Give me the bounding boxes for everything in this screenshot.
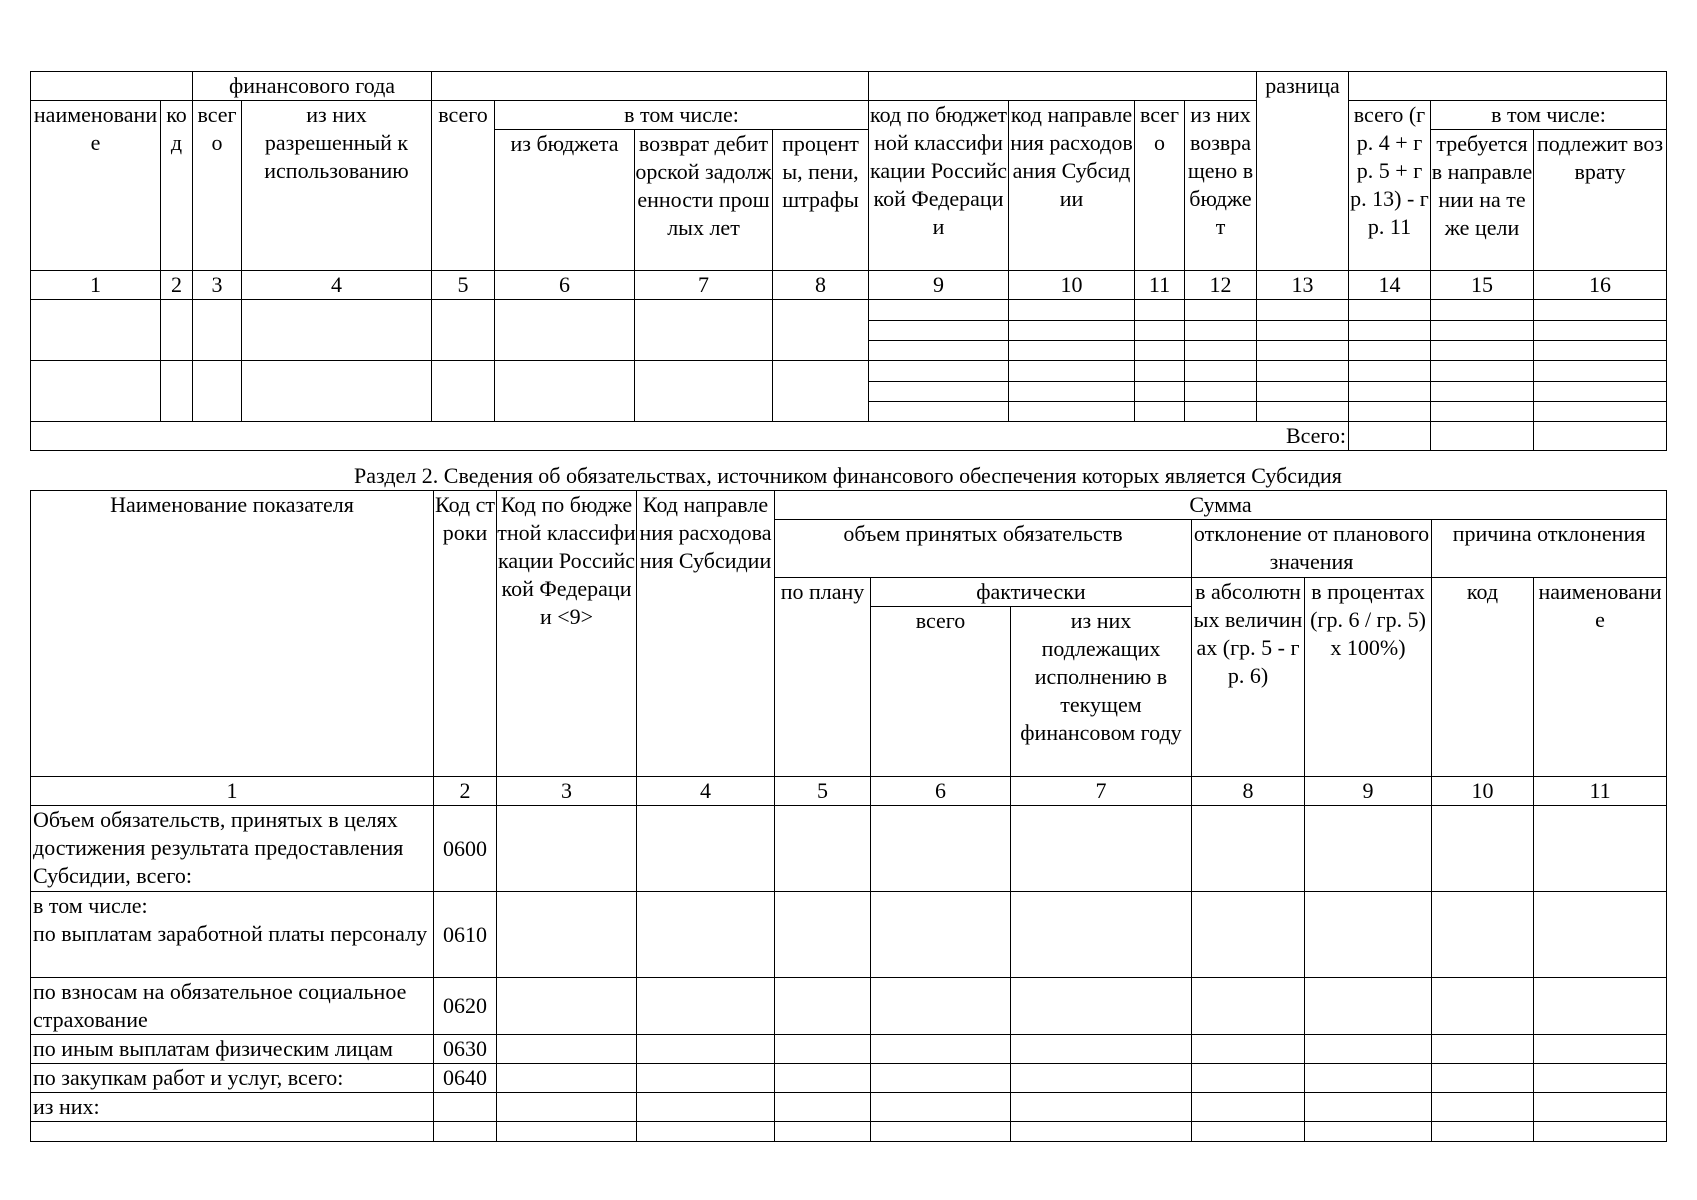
section1-data-row bbox=[31, 300, 1667, 321]
section1-table bbox=[30, 71, 1667, 451]
value-cell bbox=[637, 892, 775, 978]
line-code bbox=[434, 1093, 497, 1122]
indicator-name bbox=[31, 1122, 434, 1142]
header-direction2: Код направления расходования Субсидии bbox=[637, 491, 775, 777]
value-cell bbox=[1192, 1064, 1305, 1093]
value-cell bbox=[1305, 978, 1432, 1035]
value-cell bbox=[1305, 1035, 1432, 1064]
header-indicator: Наименование показателя bbox=[31, 491, 434, 777]
value-cell bbox=[1534, 978, 1667, 1035]
column-number: 7 bbox=[1011, 777, 1192, 806]
column-number: 10 bbox=[1009, 271, 1135, 300]
value-cell bbox=[1305, 892, 1432, 978]
value-cell bbox=[775, 806, 871, 892]
header-interest: проценты, пени, штрафы bbox=[773, 130, 869, 271]
header-allowed: из них разрешенный к использованию bbox=[242, 101, 432, 271]
header-reason: причина отклонения bbox=[1432, 520, 1667, 578]
column-number: 2 bbox=[434, 777, 497, 806]
value-cell bbox=[871, 1035, 1011, 1064]
column-number: 7 bbox=[635, 271, 773, 300]
header-code: код bbox=[161, 101, 193, 271]
top-cell-1 bbox=[31, 72, 193, 101]
header-kbk: код по бюджетной классификации Российской Федерации bbox=[869, 101, 1009, 271]
table-row bbox=[31, 1035, 1667, 1064]
column-number: 3 bbox=[497, 777, 637, 806]
table-row bbox=[31, 806, 1667, 892]
value-cell bbox=[1192, 1122, 1305, 1142]
value-cell bbox=[497, 892, 637, 978]
value-cell bbox=[1432, 1035, 1534, 1064]
value-cell bbox=[871, 978, 1011, 1035]
top-cell-2 bbox=[432, 72, 869, 101]
column-number: 16 bbox=[1534, 271, 1667, 300]
value-cell bbox=[1011, 978, 1192, 1035]
value-cell bbox=[871, 806, 1011, 892]
indicator-name: из них: bbox=[31, 1093, 434, 1122]
value-cell bbox=[775, 1093, 871, 1122]
value-cell bbox=[871, 1122, 1011, 1142]
line-code: 0640 bbox=[434, 1064, 497, 1093]
header-sum: Сумма bbox=[775, 491, 1667, 520]
header-abs: в абсолютных величинах (гр. 5 - гр. 6) bbox=[1192, 578, 1305, 777]
total-label: Всего: bbox=[31, 422, 1349, 451]
table-row bbox=[31, 1122, 1667, 1142]
section1-total-row bbox=[31, 422, 1667, 451]
value-cell bbox=[1534, 1122, 1667, 1142]
section1-column-numbers bbox=[31, 271, 1667, 300]
column-number: 6 bbox=[495, 271, 635, 300]
value-cell bbox=[637, 1122, 775, 1142]
fin-year-header: финансового года bbox=[193, 72, 432, 101]
column-number: 8 bbox=[1192, 777, 1305, 806]
column-number: 10 bbox=[1432, 777, 1534, 806]
value-cell bbox=[871, 892, 1011, 978]
table-row bbox=[31, 978, 1667, 1035]
header-required: требуется в направлении на те же цели bbox=[1431, 130, 1534, 271]
value-cell bbox=[1432, 806, 1534, 892]
header-plan: по плану bbox=[775, 578, 871, 777]
value-cell bbox=[1192, 1093, 1305, 1122]
indicator-name: по взносам на обязательное социальное страхование bbox=[31, 978, 434, 1035]
column-number: 4 bbox=[637, 777, 775, 806]
section2-title: Раздел 2. Сведения об обязательствах, источником финансового обеспечения которых является Субсидия bbox=[354, 463, 1342, 488]
value-cell bbox=[1432, 892, 1534, 978]
header-returned: из них возвращено в бюджет bbox=[1185, 101, 1257, 271]
header-direction: код направления расходования Субсидии bbox=[1009, 101, 1135, 271]
value-cell bbox=[775, 1122, 871, 1142]
value-cell bbox=[1534, 806, 1667, 892]
header-incl2: в том числе: bbox=[1431, 101, 1667, 130]
header-actual: фактически bbox=[871, 578, 1192, 607]
column-number: 5 bbox=[432, 271, 495, 300]
header-line-code: Код строки bbox=[434, 491, 497, 777]
value-cell bbox=[497, 1035, 637, 1064]
value-cell bbox=[1534, 892, 1667, 978]
indicator-name: по закупкам работ и услуг, всего: bbox=[31, 1064, 434, 1093]
line-code: 0600 bbox=[434, 806, 497, 892]
value-cell bbox=[1432, 978, 1534, 1035]
column-number: 1 bbox=[31, 777, 434, 806]
column-number: 9 bbox=[869, 271, 1009, 300]
value-cell bbox=[1534, 1093, 1667, 1122]
value-cell bbox=[637, 806, 775, 892]
header-kbk2: Код по бюджетной классификации Российской Федерации <9> bbox=[497, 491, 637, 777]
column-number: 8 bbox=[773, 271, 869, 300]
column-number: 6 bbox=[871, 777, 1011, 806]
value-cell bbox=[497, 978, 637, 1035]
section2-header-row-1 bbox=[31, 491, 1667, 520]
header-return-debt: возврат дебиторской задолженности прошлых лет bbox=[635, 130, 773, 271]
value-cell bbox=[497, 1093, 637, 1122]
section1-top-row bbox=[31, 72, 1667, 101]
section2-body bbox=[31, 806, 1667, 1142]
column-number: 11 bbox=[1534, 777, 1667, 806]
value-cell bbox=[1011, 892, 1192, 978]
header-total: всего bbox=[193, 101, 242, 271]
indicator-name: Объем обязательств, принятых в целях достижения результата предоставления Субсидии, всего: bbox=[31, 806, 434, 892]
value-cell bbox=[871, 1093, 1011, 1122]
header-total14: всего (гр. 4 + гр. 5 + гр. 13) - гр. 11 bbox=[1349, 101, 1431, 271]
value-cell bbox=[497, 1122, 637, 1142]
column-number: 11 bbox=[1135, 271, 1185, 300]
value-cell bbox=[1192, 978, 1305, 1035]
value-cell bbox=[1011, 1035, 1192, 1064]
value-cell bbox=[637, 1035, 775, 1064]
header-total11: всего bbox=[1135, 101, 1185, 271]
value-cell bbox=[1011, 806, 1192, 892]
value-cell bbox=[775, 1064, 871, 1093]
column-number: 2 bbox=[161, 271, 193, 300]
value-cell bbox=[1534, 1035, 1667, 1064]
header-from-budget: из бюджета bbox=[495, 130, 635, 271]
column-number: 1 bbox=[31, 271, 161, 300]
value-cell bbox=[871, 1064, 1011, 1093]
column-number: 4 bbox=[242, 271, 432, 300]
value-cell bbox=[775, 1035, 871, 1064]
table-row bbox=[31, 1093, 1667, 1122]
razn-header: разница bbox=[1257, 72, 1349, 271]
value-cell bbox=[1011, 1093, 1192, 1122]
indicator-name: по иным выплатам физическим лицам bbox=[31, 1035, 434, 1064]
value-cell bbox=[775, 978, 871, 1035]
top-cell-3 bbox=[869, 72, 1257, 101]
header-deviation: отклонение от планового значения bbox=[1192, 520, 1432, 578]
value-cell bbox=[1432, 1064, 1534, 1093]
header-to-return: подлежит возврату bbox=[1534, 130, 1667, 271]
section2-column-numbers bbox=[31, 777, 1667, 806]
header-name: наименование bbox=[31, 101, 161, 271]
value-cell bbox=[1432, 1122, 1534, 1142]
column-number: 5 bbox=[775, 777, 871, 806]
line-code: 0630 bbox=[434, 1035, 497, 1064]
column-number: 3 bbox=[193, 271, 242, 300]
value-cell bbox=[1192, 806, 1305, 892]
value-cell bbox=[1305, 1093, 1432, 1122]
table-row bbox=[31, 892, 1667, 978]
section1-header-row-1 bbox=[31, 101, 1667, 130]
value-cell bbox=[1192, 892, 1305, 978]
top-cell-4 bbox=[1349, 72, 1667, 101]
value-cell bbox=[1305, 806, 1432, 892]
column-number: 12 bbox=[1185, 271, 1257, 300]
header-pct: в процентах (гр. 6 / гр. 5) x 100%) bbox=[1305, 578, 1432, 777]
value-cell bbox=[1011, 1122, 1192, 1142]
value-cell bbox=[497, 806, 637, 892]
value-cell bbox=[637, 978, 775, 1035]
column-number: 15 bbox=[1431, 271, 1534, 300]
table-row bbox=[31, 1064, 1667, 1093]
value-cell bbox=[637, 1093, 775, 1122]
header-incl: в том числе: bbox=[495, 101, 869, 130]
header-total5: всего bbox=[432, 101, 495, 271]
header-actual-total: всего bbox=[871, 607, 1011, 777]
line-code: 0620 bbox=[434, 978, 497, 1035]
line-code bbox=[434, 1122, 497, 1142]
column-number: 13 bbox=[1257, 271, 1349, 300]
column-number: 14 bbox=[1349, 271, 1431, 300]
value-cell bbox=[1192, 1035, 1305, 1064]
value-cell bbox=[637, 1064, 775, 1093]
value-cell bbox=[1011, 1064, 1192, 1093]
value-cell bbox=[1534, 1064, 1667, 1093]
value-cell bbox=[1305, 1064, 1432, 1093]
value-cell bbox=[1305, 1122, 1432, 1142]
line-code: 0610 bbox=[434, 892, 497, 978]
indicator-name: в том числе: по выплатам заработной платы персоналу bbox=[31, 892, 434, 978]
header-volume: объем принятых обязательств bbox=[775, 520, 1192, 578]
value-cell bbox=[1432, 1093, 1534, 1122]
header-actual-current: из них подлежащих исполнению в текущем финансовом году bbox=[1011, 607, 1192, 777]
column-number: 9 bbox=[1305, 777, 1432, 806]
section1-data-row bbox=[31, 361, 1667, 382]
value-cell bbox=[775, 892, 871, 978]
header-reason-code: код bbox=[1432, 578, 1534, 777]
section2-table bbox=[30, 490, 1667, 1142]
header-reason-name: наименование bbox=[1534, 578, 1667, 777]
value-cell bbox=[497, 1064, 637, 1093]
